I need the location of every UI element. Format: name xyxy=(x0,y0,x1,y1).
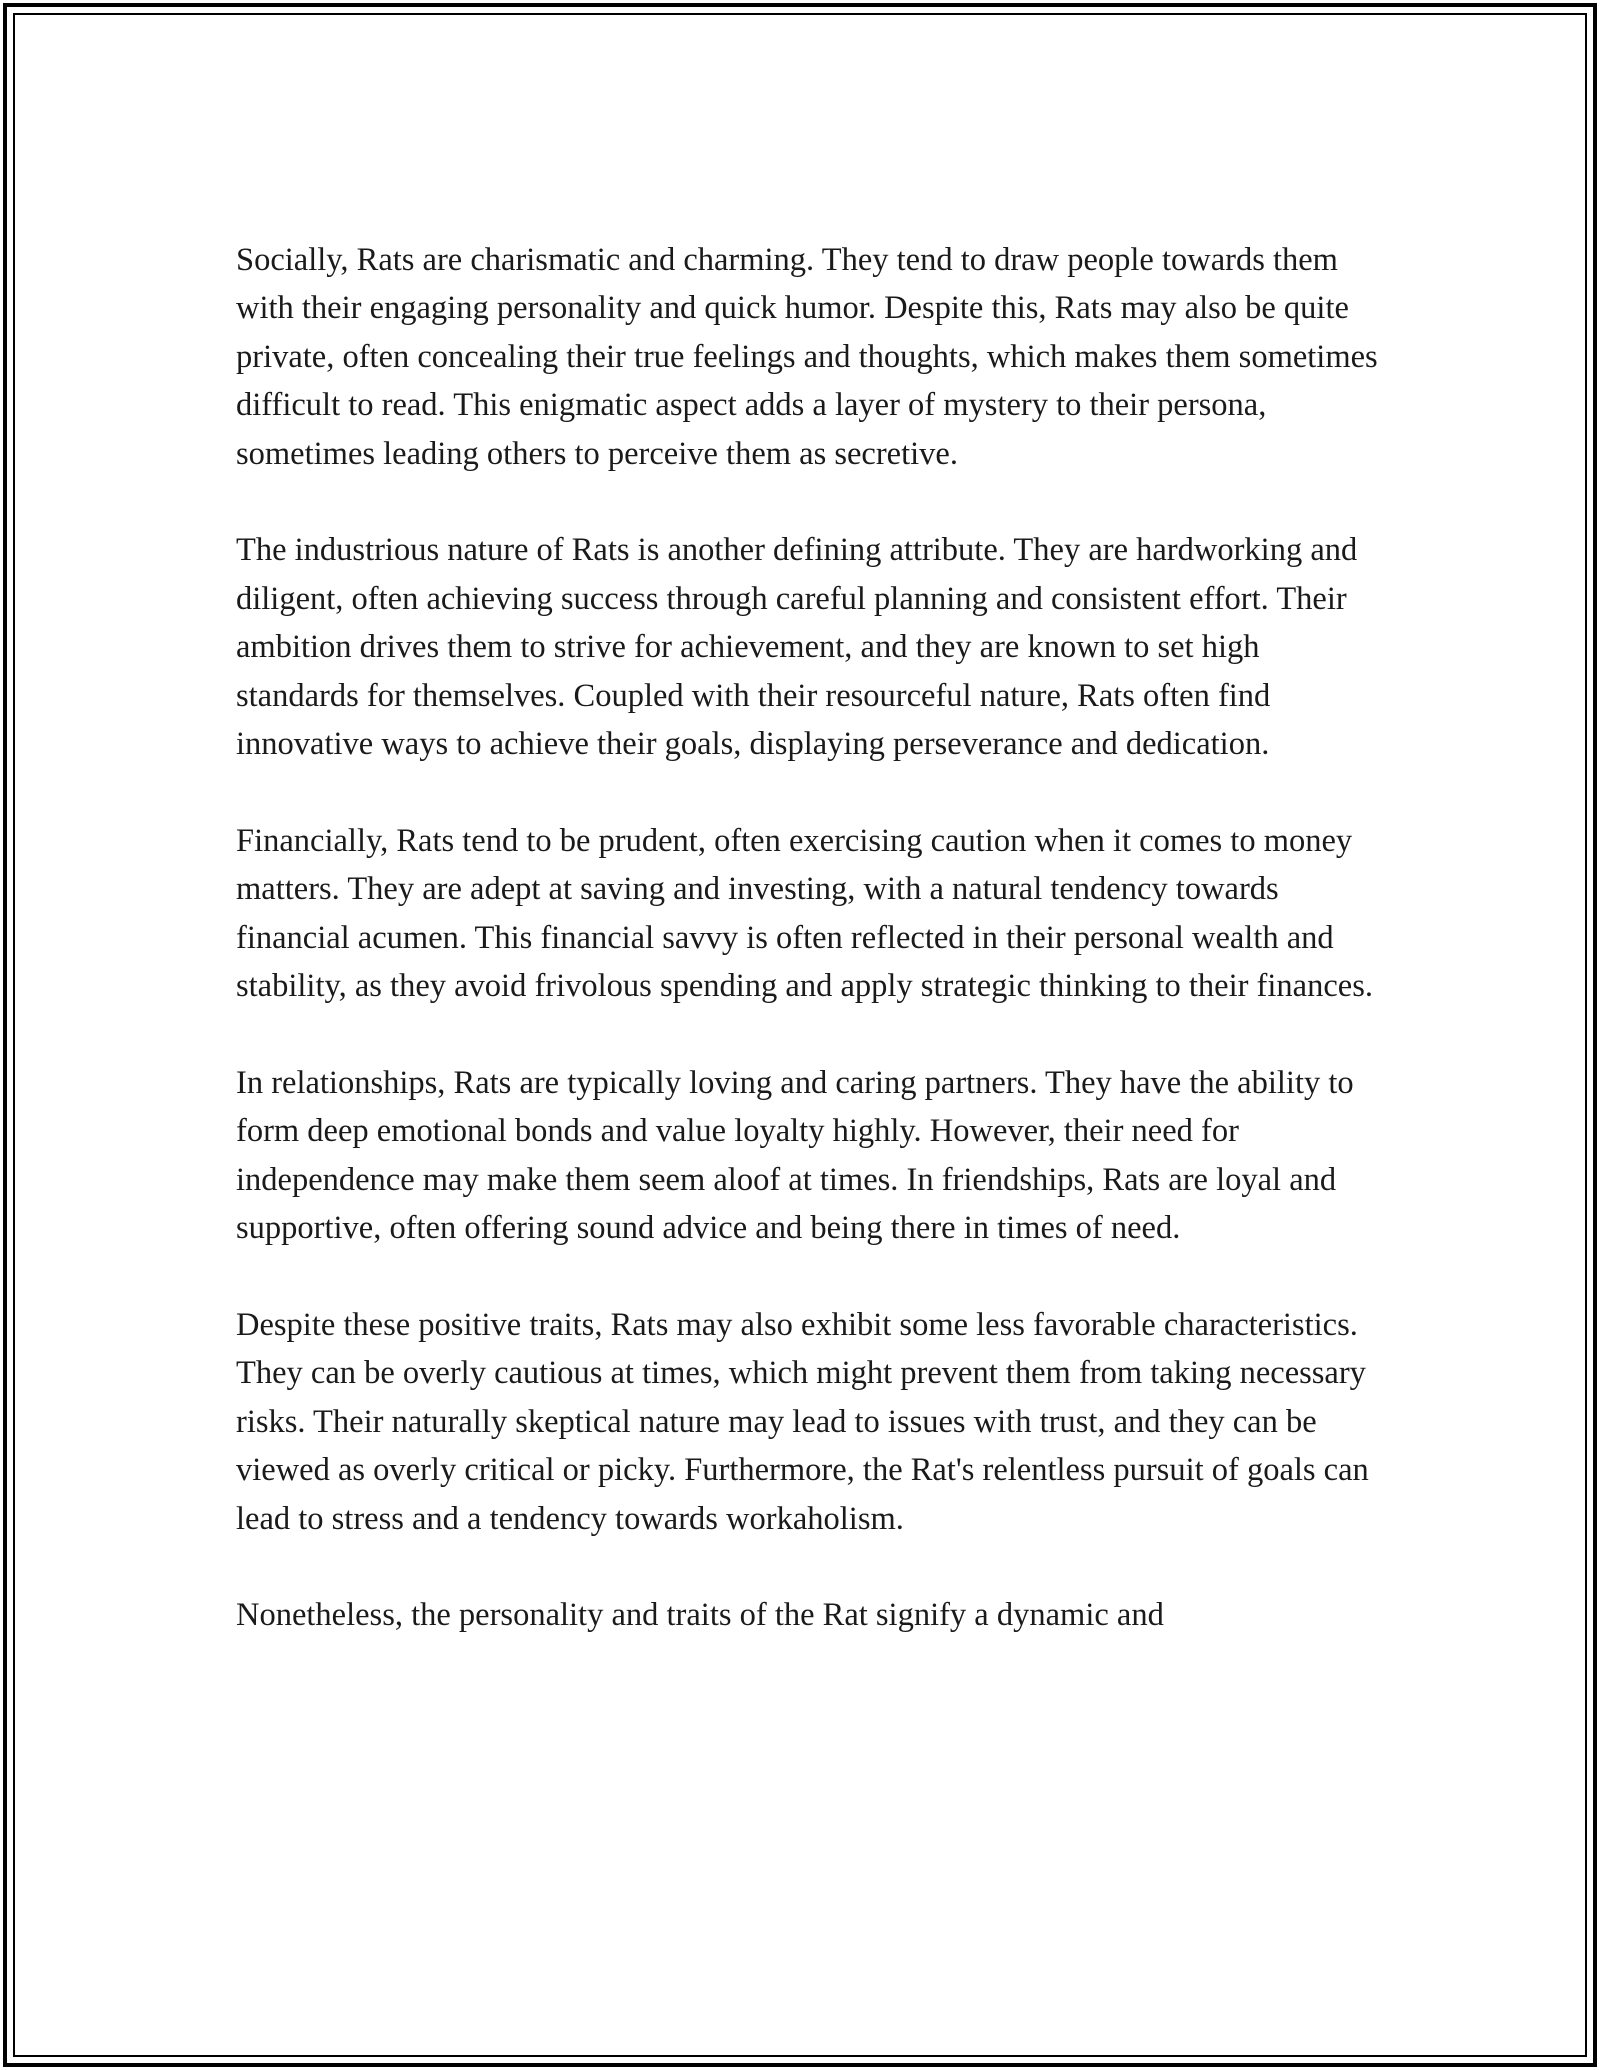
body-text xyxy=(236,236,1386,1640)
paragraph-negative-traits: Despite these positive traits, Rats may also exhibit some less favorable characteristics. They can be overly cautious at times, which might prevent them from taking necessary risks. Their naturally skeptical nature may lead to issues with trust, and they can be viewed as overly critical or picky. Furthermore, the Rat's relentless pursuit of goals can lead to stress and a tendency towards workaholism. xyxy=(236,1306,1369,1537)
paragraph-industrious: The industrious nature of Rats is another defining attribute. They are hardworking and diligent, often achieving success through careful planning and consistent effort. Their ambition drives them to strive for achievement, and they are known to set high standards for themselves. Coupled with their resourceful nature, Rats often find innovative ways to achieve their goals, displaying perseverance and dedication. xyxy=(236,532,1358,763)
paragraph-relationships: In relationships, Rats are typically loving and caring partners. They have the ability to form deep emotional bonds and value loyalty highly. However, their need for independence may make them seem aloof at times. In friendships, Rats are loyal and supportive, often offering sound advice and being there in times of need. xyxy=(236,1064,1354,1247)
paragraph-conclusion: Nonetheless, the personality and traits of the Rat signify a dynamic and xyxy=(236,1597,1164,1634)
paragraph-financial: Financially, Rats tend to be prudent, often exercising caution when it comes to money matters. They are adept at saving and investing, with a natural tendency towards financial acumen. This financial savvy is often reflected in their personal wealth and stability, as they avoid frivolous spending and apply strategic thinking to their finances. xyxy=(236,822,1373,1005)
paragraph-social: Socially, Rats are charismatic and charming. They tend to draw people towards them with their engaging personality and quick humor. Despite this, Rats may also be quite private, often concealing their true feelings and thoughts, which makes them sometimes difficult to read. This enigmatic aspect adds a layer of mystery to their persona, sometimes leading others to perceive them as secretive. xyxy=(236,242,1378,472)
